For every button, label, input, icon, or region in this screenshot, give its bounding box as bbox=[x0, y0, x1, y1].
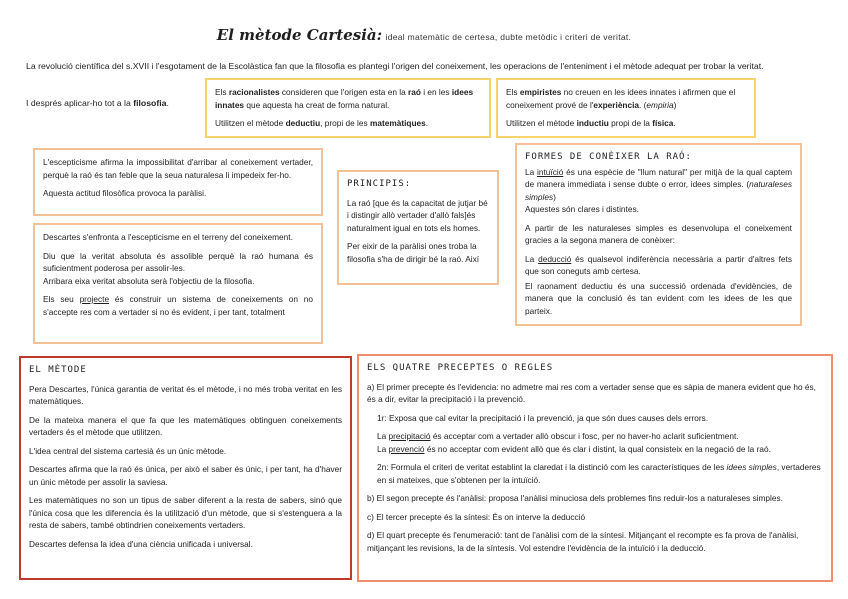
formes-heading: FORMES DE CONÈIXER LA RAÓ: bbox=[525, 152, 692, 162]
principis-heading: PRINCIPIS: bbox=[347, 179, 412, 189]
racionalistes-text: Els racionalistes consideren que l'origen esta en la raó i en les idees innates que aquesta ha creat de forma natural. bbox=[215, 87, 474, 110]
racionalistes-metode: Utilitzen el mètode deductiu, propi de les matemàtiques. bbox=[215, 118, 429, 128]
formes-p4: El raonament deductiu és una successió ordenada d'evidències, de manera que la conclusió és tan evident com les idees de les que parteix. bbox=[525, 280, 792, 316]
escepticisme-p2: Aquesta actitud filosòfica provoca la paràlisi. bbox=[43, 188, 207, 198]
escepticisme-box bbox=[33, 148, 323, 216]
metode-p4: Descartes afirma que la raó és única, per això el saber és únic, i per tant, ha d'haver un únic mètode per assolir la saviesa. bbox=[29, 464, 342, 487]
metode-p2: De la mateixa manera el que fa que les matemàtiques obtinguen coneixements vertaders és el mètode que utilitzen. bbox=[29, 414, 342, 437]
descartes-p1: Descartes s'enfronta a l'escepticisme en el terreny del coneixement. bbox=[43, 232, 293, 242]
title-subtitle: ideal matemàtic de certesa, dubte metòdic i criteri de veritat. bbox=[385, 32, 632, 42]
descartes-p3: Arribara eixa veritat absoluta serà l'objectiu de la filosofia. bbox=[43, 275, 255, 286]
empiristes-metode: Utilitzen el mètode inductiu propi de la física. bbox=[506, 118, 676, 128]
metode-box bbox=[19, 356, 352, 580]
formes-clares: Aquestes són clares i distintes. bbox=[525, 204, 639, 214]
preceptes-box bbox=[357, 354, 833, 582]
intro-line2: I després aplicar-ho tot a la filosofia. bbox=[26, 98, 169, 108]
page-title bbox=[0, 26, 848, 44]
formes-intuicio: La intuïció és una espècie de "llum natural" per mitjà de la qual captem de manera immediata i sense dubte o error, idees simples. (naturaleses simples) bbox=[525, 166, 792, 202]
precepte-c: c) El tercer precepte és la síntesi: És on interve la deducció bbox=[367, 511, 586, 522]
prevencio: La prevenció és no acceptar com evident allò que és clar i distint, la qual consisteix en la negació de la raó. bbox=[377, 443, 771, 454]
formes-deduccio: La deducció és qualsevol indiferència necessària a partir d'altres fets que son coneguts amb certesa. bbox=[525, 253, 792, 276]
precepte-b: b) El segon precepte és l'anàlisi: proposa l'anàlisi minuciosa dels problemes fins reduir-los a naturaleses simples. bbox=[367, 493, 783, 503]
precepte-2n: 2n: Formula el criteri de veritat establint la claredat i la distinció com les característiques de les idees simples, vertaderes en si mateixes, que s'obtenen per la intuïció. bbox=[377, 462, 821, 485]
empiristes-text: Els empiristes no creuen en les idees innates i afirmen que el coneixement prové de l'experiència. (empiria) bbox=[506, 87, 736, 110]
metode-p6: Descartes defensa la idea d'una ciència unificada i universal. bbox=[29, 538, 253, 549]
descartes-box bbox=[33, 223, 323, 344]
precepte-d: d) El quart precepte és l'enumeració: tant de l'anàlisi com de la síntesi. Mitjançant el recompte es fa prova de l'anàlisi, mitjançant les revisions, la de la síntesis. Vol estendre l'evidència de la intuïció i la deducció. bbox=[367, 530, 799, 553]
formes-p2: A partir de les naturaleses simples es desenvolupa el coneixement gracies a la segona manera de conèixer: bbox=[525, 222, 792, 245]
descartes-p2: Diu que la veritat absoluta és assolible perquè la raó humana és suficientment poderosa per assolir-les. bbox=[43, 250, 313, 273]
principis-p2: Per eixir de la paràlisi ones troba la filosofia s'ha de dirigir bé la raó. Així bbox=[347, 241, 480, 264]
precipitacio: La precipitació és acceptar com a vertader allò obscur i fosc, per no haver-ho aclarit suficientment. bbox=[377, 431, 739, 441]
escepticisme-p1: L'escepticisme afirma la impossibilitat d'arribar al coneixement vertader, perquè la raó és tan feble que la seua naturalesa li impedeix fer-ho. bbox=[43, 157, 313, 180]
metode-p3: L'idea central del sistema cartesià és un únic mètode. bbox=[29, 445, 227, 456]
principis-p1: La raó [que és la capacitat de jutjar bé i distingir allò vertader d'allò fals]és naturalment igual en tots els homes. bbox=[347, 197, 488, 233]
metode-heading: EL MÈTODE bbox=[29, 365, 87, 375]
empiristes-box bbox=[496, 78, 756, 138]
descartes-p4: Els seu projecte és construir un sistema de coneixements on no s'accepte res com a vertader si no és evident, i per tant, totalment bbox=[43, 294, 313, 317]
metode-p1: Pera Descartes, l'única garantia de veritat és el mètode, i no més troba veritat en les matemàtiques. bbox=[29, 383, 342, 406]
metode-p5: Les matemàtiques no son un tipus de saber diferent a la resta de sabers, sinó que l'única cosa que les diferencia és la utilització d'un mètode, que si s'estenguera a la resta de sabers, també obtindrien coneixements vertaders. bbox=[29, 495, 342, 530]
intro-paragraph: La revolució científica del s.XVII i l'esgotament de la Escolàstica fan que la filosofia es plantegi l'origen del coneixement, les operacions de l'enteniment i el mètode adequat per trobar la veritat. bbox=[26, 61, 764, 71]
principis-box bbox=[337, 170, 499, 285]
precepte-1r: 1r: Exposa que cal evitar la precipitació i la prevenció, ja que són dues causes dels errors. bbox=[377, 412, 709, 423]
formes-box bbox=[515, 143, 802, 326]
preceptes-heading: ELS QUATRE PRECEPTES O REGLES bbox=[367, 363, 554, 373]
racionalistes-box bbox=[205, 78, 491, 138]
title-main: El mètode Cartesià: bbox=[216, 26, 383, 44]
precepte-a: a) El primer precepte és l'evidencia: no admetre mai res com a vertader sense que es sàpia de manera evident que ho és, és a dir, evitar la precipitació i la prevenció. bbox=[367, 381, 816, 404]
